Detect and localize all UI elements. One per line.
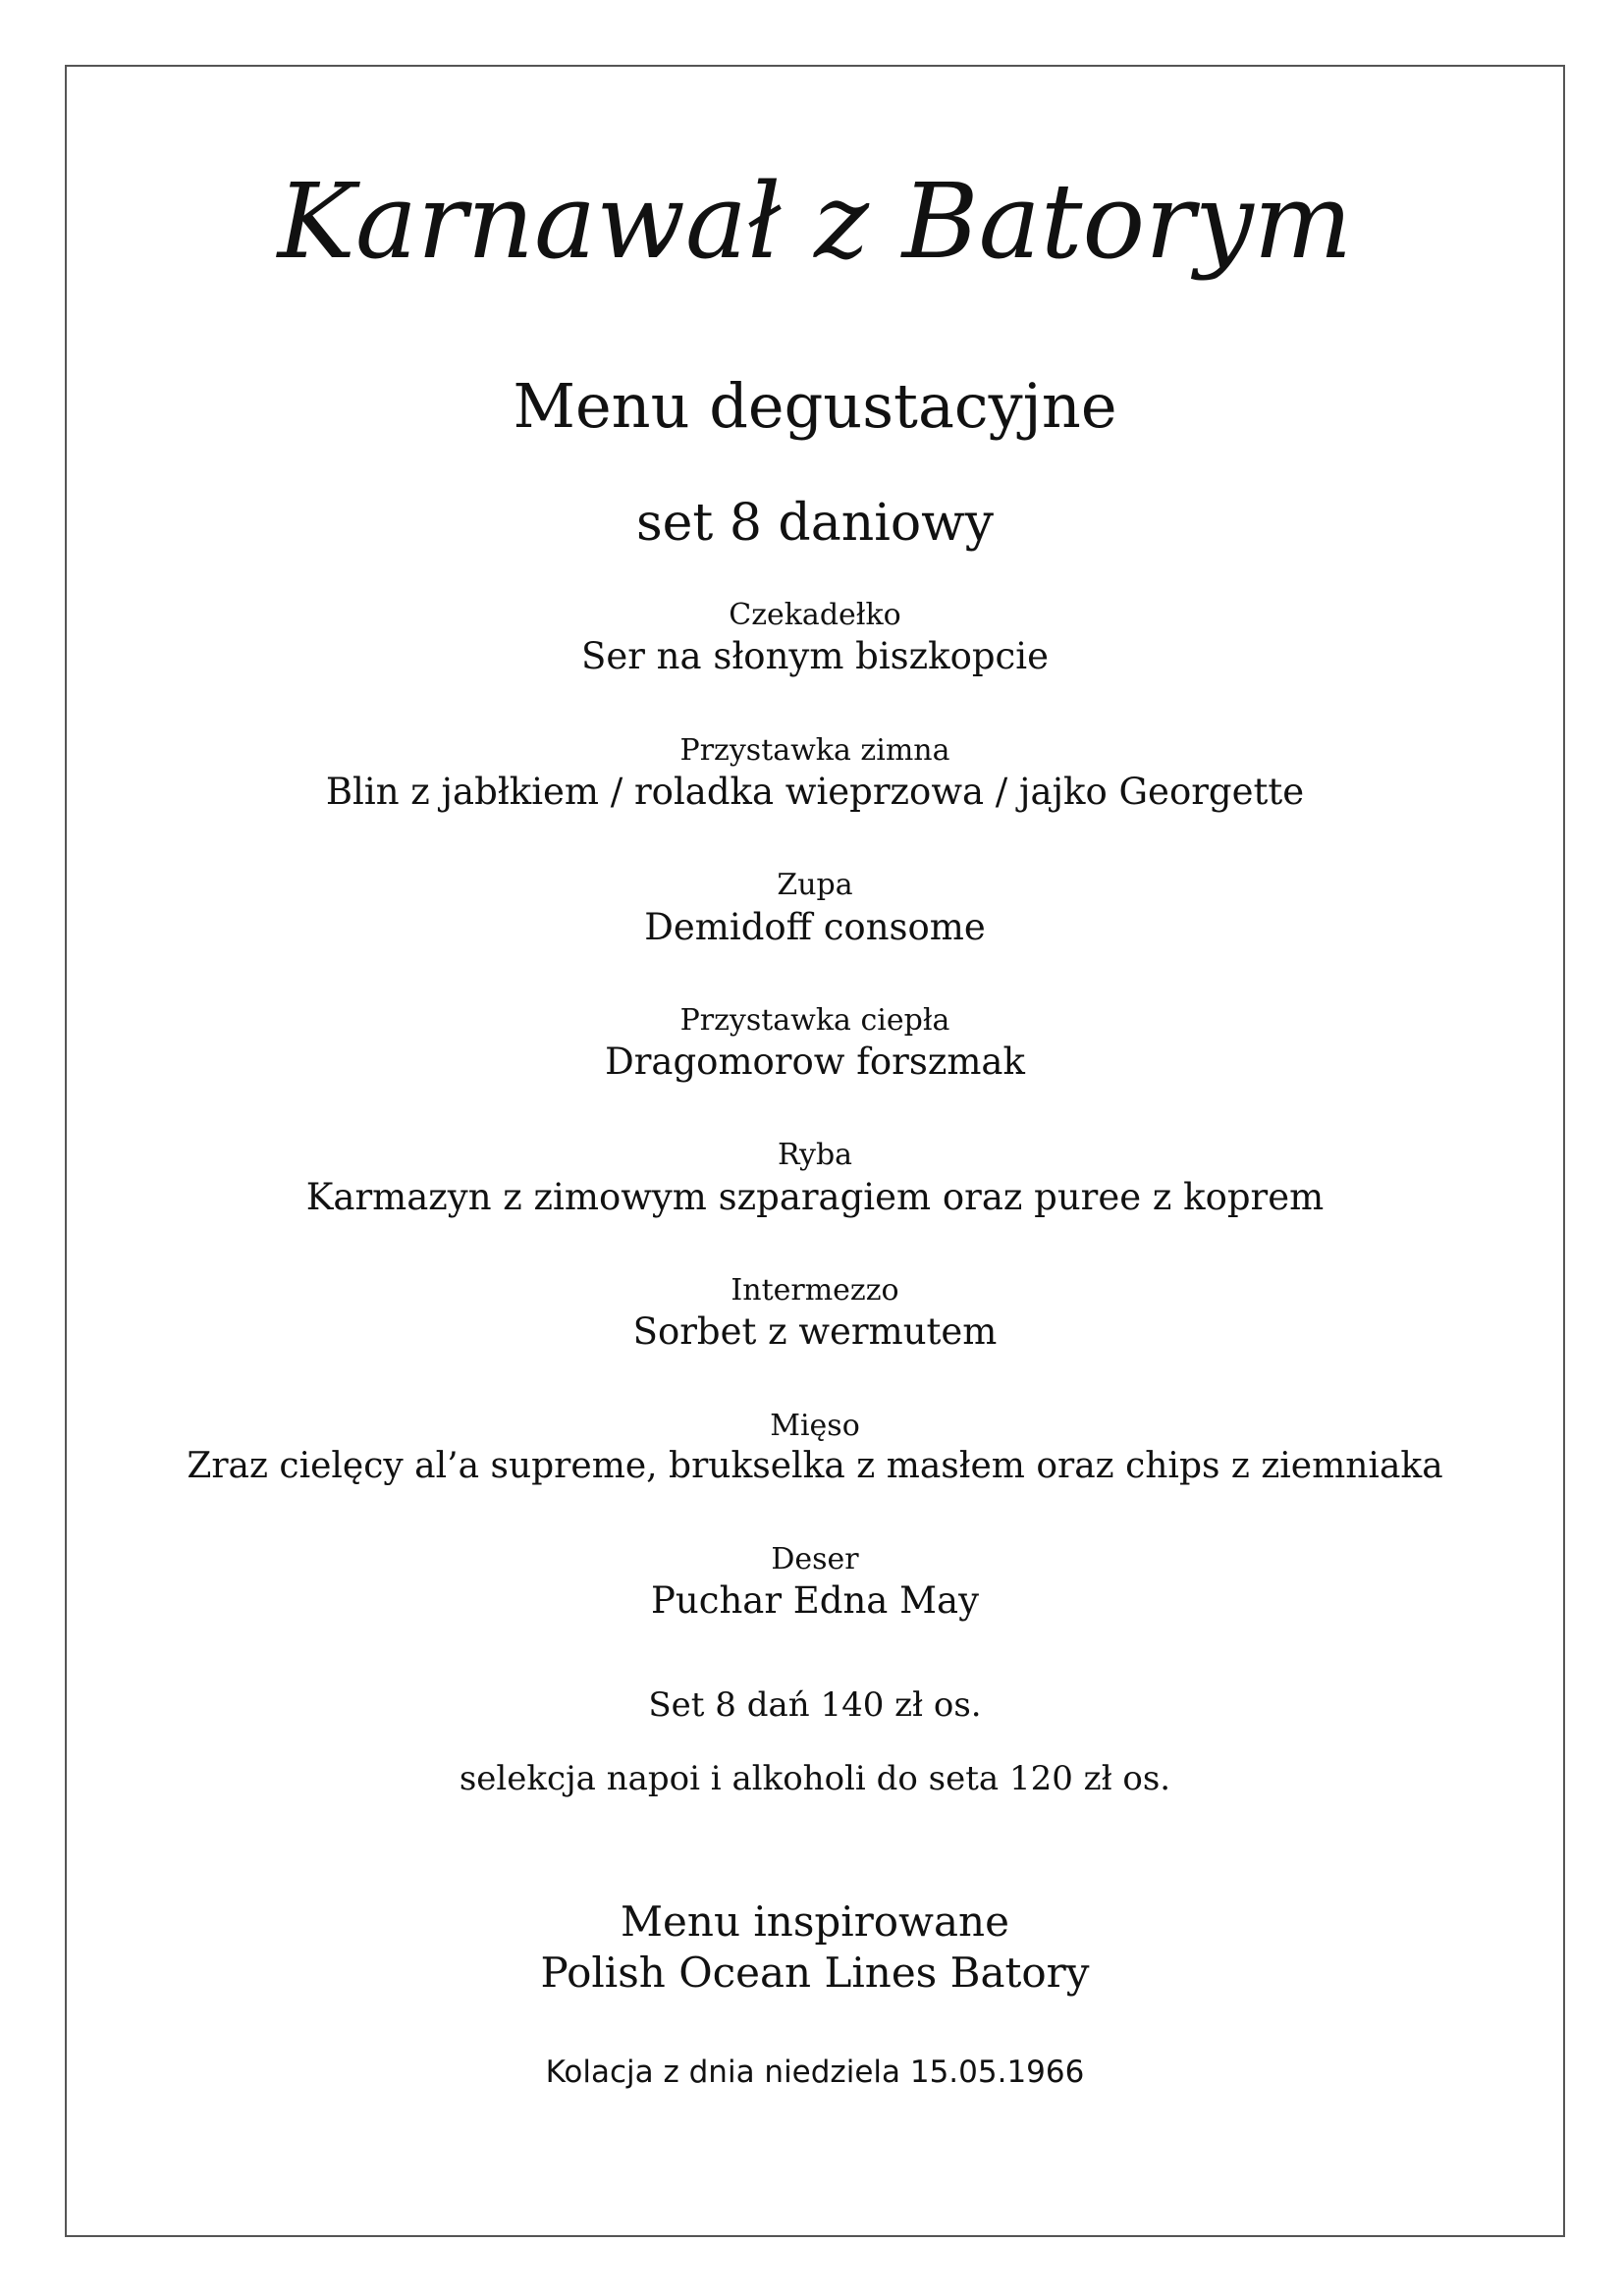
course-item	[65, 1541, 1565, 1626]
course-dish: Puchar Edna May	[651, 1579, 979, 1623]
menu-title: Karnawał z Batorym	[277, 161, 1353, 282]
dinner-date: Kolacja z dnia niedziela 15.05.1966	[545, 2054, 1085, 2090]
menu-page	[65, 65, 1565, 2092]
course-dish: Karmazyn z zimowym szparagiem oraz puree z koprem	[305, 1175, 1325, 1218]
course-category: Mięso	[770, 1408, 860, 1443]
course-item	[65, 1002, 1565, 1087]
inspiration-note	[65, 1896, 1565, 2000]
course-category: Przystawka zimna	[679, 732, 950, 768]
course-item	[65, 1137, 1565, 1221]
course-dish: Blin z jabłkiem / roladka wieprzowa / jajko Georgette	[325, 771, 1305, 814]
course-item	[65, 597, 1565, 681]
price-section	[65, 1683, 1565, 1799]
course-dish: Ser na słonym biszkopcie	[580, 635, 1049, 678]
course-dish: Zraz cielęcy al’a supreme, brukselka z masłem oraz chips z ziemniaka	[187, 1446, 1443, 1487]
set-price: Set 8 dań 140 zł os.	[648, 1685, 982, 1726]
course-category: Zupa	[777, 868, 853, 903]
course-category: Przystawka ciepła	[679, 1002, 950, 1038]
course-category: Czekadełko	[729, 597, 901, 632]
course-item	[65, 732, 1565, 817]
inspiration-line-2: Polish Ocean Lines Batory	[540, 1949, 1090, 1998]
drinks-price: selekcja napoi i alkoholi do seta 120 zł os.	[459, 1758, 1171, 1798]
course-category: Intermezzo	[731, 1272, 899, 1308]
set-label: set 8 daniowy	[635, 493, 995, 553]
course-item	[65, 867, 1565, 951]
inspiration-line-1: Menu inspirowane	[621, 1896, 1009, 1946]
course-category: Ryba	[777, 1138, 853, 1173]
course-list	[65, 597, 1565, 1625]
course-category: Deser	[771, 1541, 859, 1576]
course-dish: Sorbet z wermutem	[632, 1310, 998, 1354]
course-dish: Demidoff consome	[644, 905, 986, 948]
course-item	[65, 1408, 1565, 1490]
menu-subtitle: Menu degustacyjne	[513, 370, 1117, 443]
course-item	[65, 1272, 1565, 1357]
course-dish: Dragomorow forszmak	[605, 1041, 1025, 1084]
